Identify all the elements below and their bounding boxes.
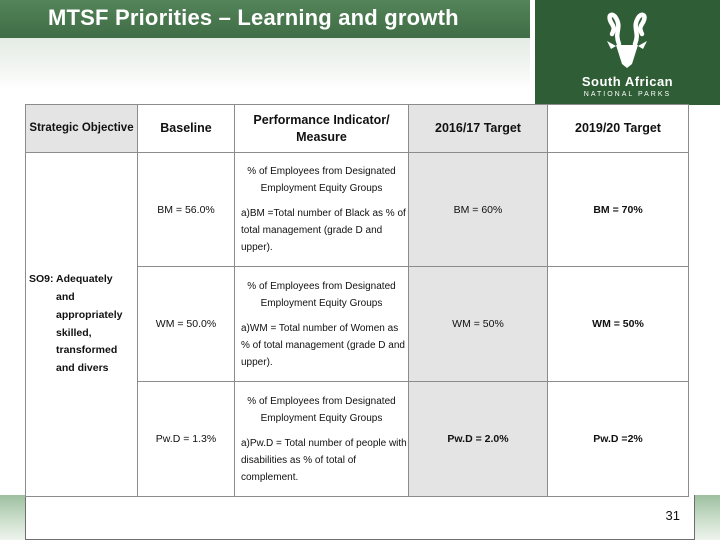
target-2019-20: Pw.D =2% [548,382,689,497]
indicator-cell [235,267,409,382]
objective-line: and [56,290,75,303]
table-header-row [26,105,689,153]
page-number: 31 [665,508,680,523]
header-baseline: Baseline [138,105,235,153]
objective-line: transformed [56,344,118,357]
indicator-definition: a)Pw.D = Total number of people with disabilities as % of total of complement. [241,437,407,483]
kudu-head-icon [586,8,668,72]
footer-frame [25,495,695,540]
strategic-objective-text [29,271,137,378]
logo-subtitle: NATIONAL PARKS [583,91,672,98]
baseline-value: WM = 50.0% [138,267,235,382]
indicator-definition: a)WM = Total number of Women as % of total management (grade D and upper). [241,322,405,368]
sanparks-logo [535,0,720,105]
header-performance-indicator: Performance Indicator/ Measure [235,105,409,153]
target-2019-20: WM = 50% [548,267,689,382]
indicator-title: % of Employees from Designated Employment Equity Groups [247,395,396,424]
baseline-value: BM = 56.0% [138,153,235,267]
indicator-title: % of Employees from Designated Employment Equity Groups [247,280,396,309]
indicator-cell [235,382,409,497]
header-strategic-objective: Strategic Objective [26,105,138,153]
target-2016-17: WM = 50% [409,267,548,382]
indicator-cell [235,153,409,267]
indicator-title: % of Employees from Designated Employment Equity Groups [247,166,396,194]
objective-line: SO9: Adequately [29,272,113,285]
header-2016-17-target: 2016/17 Target [409,105,548,153]
priorities-table [25,104,689,497]
table-row [26,153,689,267]
target-2019-20: BM = 70% [548,153,689,267]
indicator-definition: a)BM =Total number of Black as % of total management (grade D and upper). [241,208,406,253]
target-2016-17: BM = 60% [409,153,548,267]
slide-title: MTSF Priorities – Learning and growth [48,5,459,30]
header-2019-20-target: 2019/20 Target [548,105,689,153]
objective-line: skilled, [56,326,92,339]
logo-wordmark: South African [581,74,674,89]
header-gradient-strip [0,38,530,90]
objective-line: and divers [56,362,109,375]
baseline-value: Pw.D = 1.3% [138,382,235,497]
title-bar [0,0,530,38]
objective-line: appropriately [56,308,123,321]
target-2016-17: Pw.D = 2.0% [409,382,548,497]
strategic-objective-cell [26,153,138,497]
